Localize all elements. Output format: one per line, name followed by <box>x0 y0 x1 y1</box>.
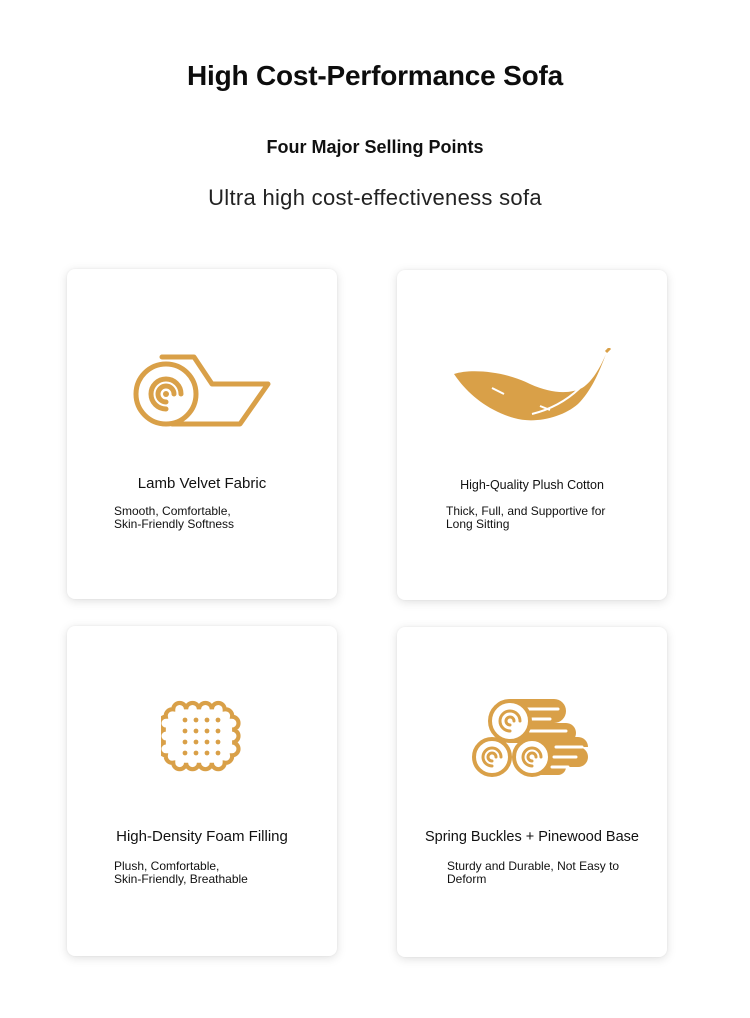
feather-icon <box>397 348 667 428</box>
feature-name: Spring Buckles + Pinewood Base <box>424 829 639 845</box>
feature-card-fabric <box>67 269 337 599</box>
page-title: High Cost-Performance Sofa <box>187 60 563 91</box>
feature-card-cotton <box>397 270 667 600</box>
tagline: Ultra high cost-effectiveness sofa <box>208 185 542 210</box>
fabric-roll-icon <box>67 349 337 429</box>
feature-name: High-Quality Plush Cotton <box>460 478 604 492</box>
wood-logs-icon <box>397 697 667 779</box>
feature-name: High-Density Foam Filling <box>116 828 288 845</box>
feature-name: Lamb Velvet Fabric <box>137 475 267 492</box>
section-subtitle: Four Major Selling Points <box>266 137 484 157</box>
foam-sponge-icon <box>67 696 337 778</box>
feature-card-base <box>397 627 667 957</box>
feature-description: Thick, Full, and Supportive for Long Sitting <box>446 504 606 531</box>
feature-description: Smooth, Comfortable, Skin-Friendly Softness <box>114 504 235 531</box>
feature-description: Sturdy and Durable, Not Easy to Deform <box>447 859 620 886</box>
feature-card-foam <box>67 626 337 956</box>
feature-description: Plush, Comfortable, Skin-Friendly, Breathable <box>114 859 248 886</box>
